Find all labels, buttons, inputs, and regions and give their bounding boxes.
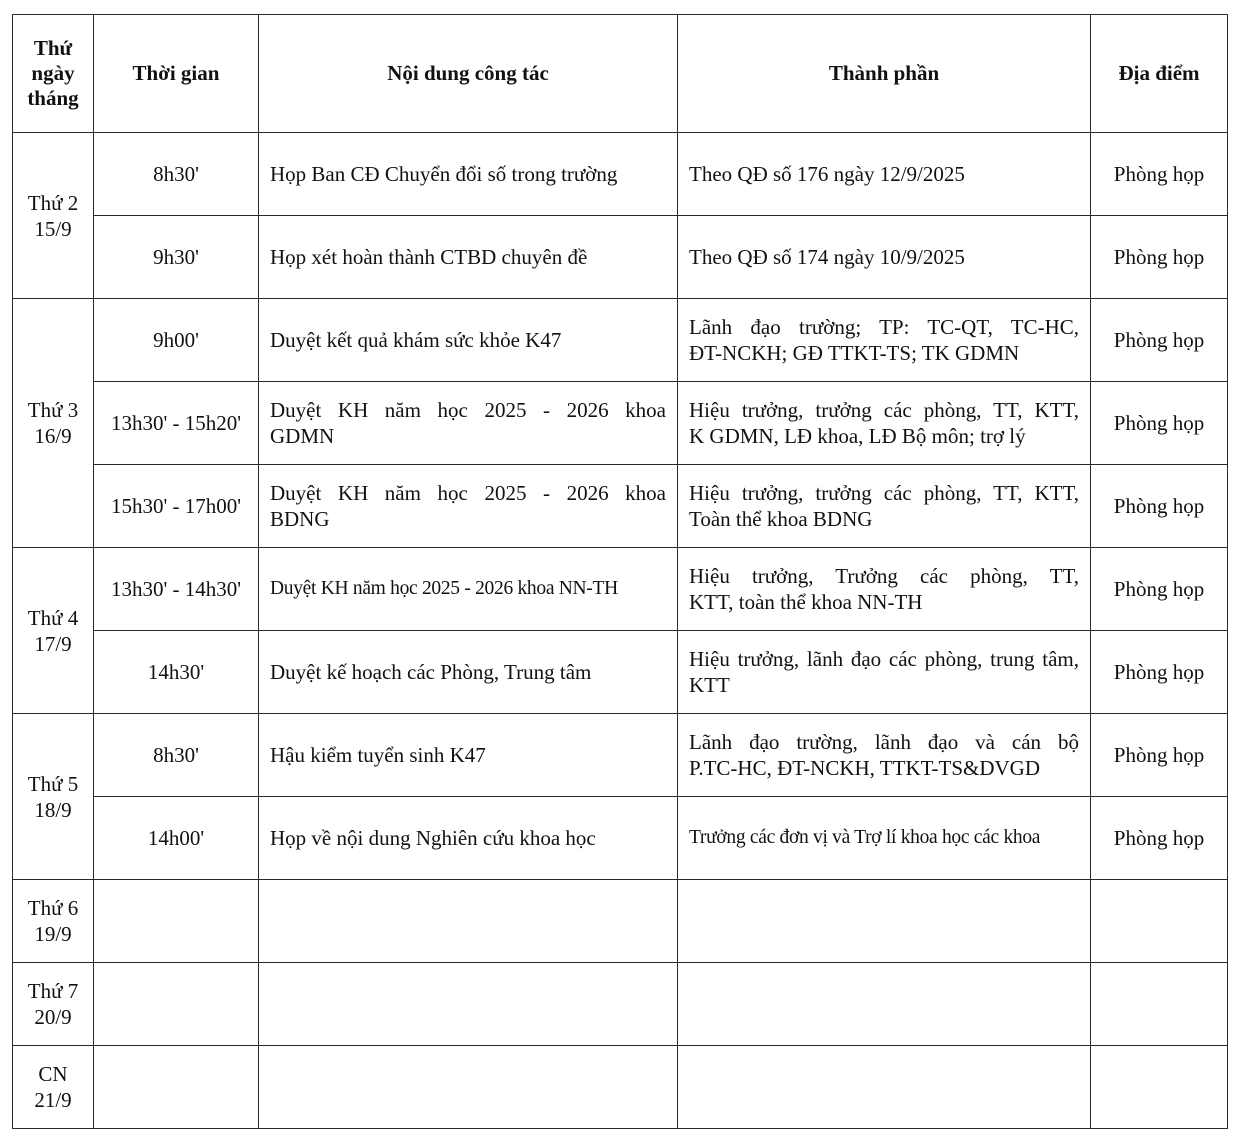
day-label: 18/9 [34,797,72,822]
members-line: Trưởng các đơn vị và Trợ lí khoa học các khoa [689,827,1041,848]
members-cell [678,714,1091,797]
day-cell [13,1046,94,1129]
time-cell: 8h30' [94,133,259,216]
header-day [13,15,94,133]
members-line: Lãnh đạo trường, lãnh đạo và cán bộ [689,730,1079,754]
members-cell [678,133,1091,216]
place-cell: Phòng họp [1091,299,1228,382]
day-label: Thứ 5 [27,771,79,796]
table-row [13,631,1228,714]
day-cell [13,299,94,548]
day-cell [13,548,94,714]
time-cell: 9h00' [94,299,259,382]
header-day-line: ngày [31,61,75,85]
header-members: Thành phần [678,15,1091,133]
table-row [13,465,1228,548]
day-label: Thứ 6 [27,896,79,920]
content-cell [259,1046,678,1129]
members-line: P.TC-HC, ĐT-NCKH, TTKT-TS&DVGD [689,756,1041,780]
content-line: Hậu kiểm tuyển sinh K47 [270,743,486,767]
place-cell: Phòng họp [1091,465,1228,548]
members-line: Hiệu trưởng, Trưởng các phòng, TT, [689,564,1079,588]
table-row [13,880,1228,963]
day-cell [13,963,94,1046]
time-cell [94,880,259,963]
members-line: Hiệu trưởng, trưởng các phòng, TT, KTT, [689,398,1079,422]
members-cell [678,382,1091,465]
members-cell [678,797,1091,880]
place-cell: Phòng họp [1091,216,1228,299]
time-cell: 15h30' - 17h00' [94,465,259,548]
place-cell: Phòng họp [1091,714,1228,797]
members-line: Lãnh đạo trường; TP: TC-QT, TC-HC, [689,315,1079,339]
day-cell [13,714,94,880]
content-cell [259,714,678,797]
day-label: 21/9 [34,1088,72,1112]
members-line: Hiệu trưởng, lãnh đạo các phòng, trung tâm, [689,647,1079,671]
content-line: GDMN [270,424,335,448]
header-time: Thời gian [94,15,259,133]
content-cell [259,963,678,1046]
place-cell: Phòng họp [1091,548,1228,631]
day-label: Thứ 7 [27,979,79,1003]
content-cell [259,465,678,548]
table-row [13,299,1228,382]
content-line: Duyệt KH năm học 2025 - 2026 khoa NN-TH [270,578,618,599]
table-row [13,714,1228,797]
content-line: Duyệt kết quả khám sức khỏe K47 [270,328,562,352]
content-line: Họp Ban CĐ Chuyển đổi số trong trường [270,162,618,186]
place-cell [1091,1046,1228,1129]
day-label: CN [38,1062,68,1086]
members-line: Hiệu trưởng, trưởng các phòng, TT, KTT, [689,481,1079,505]
content-cell [259,797,678,880]
day-label: Thứ 2 [27,190,79,215]
day-label: Thứ 4 [27,605,79,630]
content-line: BDNG [270,507,330,531]
members-line: Theo QĐ số 176 ngày 12/9/2025 [689,162,965,186]
content-line: Duyệt KH năm học 2025 - 2026 khoa [270,481,666,505]
table-row [13,963,1228,1046]
content-cell [259,548,678,631]
content-cell [259,299,678,382]
header-day-line: Thứ [33,36,73,60]
content-cell [259,631,678,714]
time-cell: 14h30' [94,631,259,714]
time-cell: 13h30' - 14h30' [94,548,259,631]
members-cell [678,548,1091,631]
members-line: KTT, toàn thể khoa NN-TH [689,590,923,614]
header-place: Địa điểm [1091,15,1228,133]
members-cell [678,465,1091,548]
place-cell [1091,963,1228,1046]
content-cell [259,382,678,465]
members-cell [678,216,1091,299]
members-line: Theo QĐ số 174 ngày 10/9/2025 [689,245,965,269]
content-cell [259,880,678,963]
time-cell: 14h00' [94,797,259,880]
time-cell [94,1046,259,1129]
header-content: Nội dung công tác [259,15,678,133]
members-cell [678,299,1091,382]
content-cell [259,216,678,299]
day-label: Thứ 3 [27,398,79,422]
content-line: Họp về nội dung Nghiên cứu khoa học [270,826,596,850]
place-cell: Phòng họp [1091,631,1228,714]
day-cell [13,880,94,963]
content-cell [259,133,678,216]
schedule-body [13,133,1228,1129]
table-row [13,216,1228,299]
members-cell [678,963,1091,1046]
day-label: 16/9 [34,424,72,448]
table-row [13,797,1228,880]
place-cell: Phòng họp [1091,382,1228,465]
time-cell: 13h30' - 15h20' [94,382,259,465]
place-cell: Phòng họp [1091,797,1228,880]
members-line: ĐT-NCKH; GĐ TTKT-TS; TK GDMN [689,341,1020,365]
table-row [13,548,1228,631]
day-label: 20/9 [34,1005,72,1029]
header-row [13,15,1228,133]
place-cell [1091,880,1228,963]
day-label: 15/9 [34,216,72,241]
table-row [13,133,1228,216]
members-cell [678,880,1091,963]
place-cell: Phòng họp [1091,133,1228,216]
header-day-line: tháng [27,86,79,110]
members-line: KTT [689,673,730,697]
table-row [13,382,1228,465]
day-cell [13,133,94,299]
content-line: Duyệt kế hoạch các Phòng, Trung tâm [270,660,592,684]
weekly-schedule-table [12,14,1228,1129]
day-label: 19/9 [34,922,72,946]
table-row [13,1046,1228,1129]
members-line: Toàn thể khoa BDNG [689,507,873,531]
day-label: 17/9 [34,631,72,656]
time-cell [94,963,259,1046]
time-cell: 8h30' [94,714,259,797]
time-cell: 9h30' [94,216,259,299]
members-cell [678,1046,1091,1129]
members-line: K GDMN, LĐ khoa, LĐ Bộ môn; trợ lý [689,424,1026,448]
members-cell [678,631,1091,714]
content-line: Duyệt KH năm học 2025 - 2026 khoa [270,398,666,422]
content-line: Họp xét hoàn thành CTBD chuyên đề [270,245,588,269]
